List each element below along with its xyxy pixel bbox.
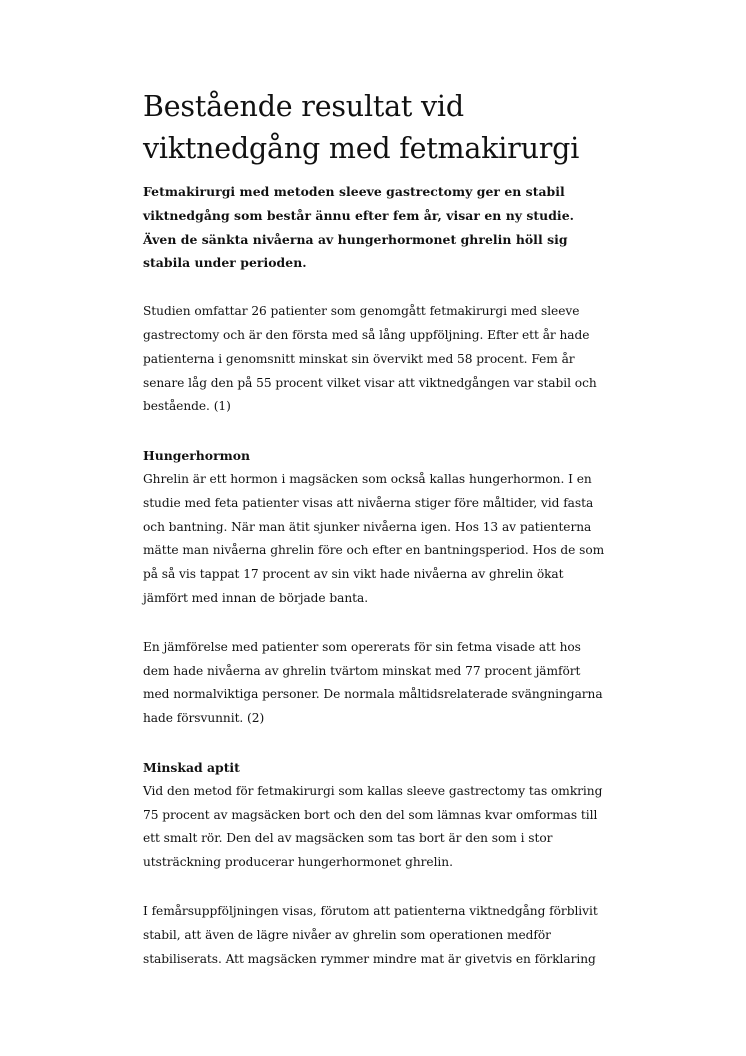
section-minskad-aptit-paragraph-1: Vid den metod för fetmakirurgi som kallas sleeve gastrectomy tas omkring 75 procent av magsäcken bort och den del som lämnas kvar omformas till ett smalt rör. Den del av magsäcken som tas bort är den som i stor utsträckning producerar hungerhormonet ghrelin. xyxy=(143,783,603,870)
article-lead: Fetmakirurgi med metoden sleeve gastrectomy ger en stabil viktnedgång som består ännu efter fem år, visar en ny studie. Även de sänkta nivåerna av hungerhormonet ghrelin höll sig stabila under perioden. xyxy=(143,184,574,271)
section-heading-minskad-aptit: Minskad aptit xyxy=(143,759,240,775)
article-title: Bestående resultat vid viktnedgång med fetmakirurgi xyxy=(143,90,580,165)
intro-paragraph: Studien omfattar 26 patienter som genomgått fetmakirurgi med sleeve gastrectomy och är den första med så lång uppföljning. Efter ett år hade patienterna i genomsnitt minskat sin övervikt med 58 procent. Fem år senare låg den på 55 procent vilket visar att viktnedgången var stabil och bestående. (1) xyxy=(143,304,597,414)
section-hungerhormon xyxy=(143,444,605,611)
section-hungerhormon-paragraph-1: Ghrelin är ett hormon i magsäcken som också kallas hungerhormon. I en studie med feta patienter visas att nivåerna stiger före måltider, vid fasta och bantning. När man ätit sjunker nivåerna igen. Hos 13 av patienterna mätte man nivåerna ghrelin före och efter en bantningsperiod. Hos de som på så vis tappat 17 procent av sin vikt hade nivåerna av ghrelin ökat jämfört med innan de började banta. xyxy=(143,471,605,605)
section-hungerhormon-continued xyxy=(143,636,605,731)
document-page xyxy=(143,86,605,971)
section-heading-hungerhormon: Hungerhormon xyxy=(143,448,250,464)
section-minskad-aptit-paragraph-2: I femårsuppföljningen visas, förutom att patienterna viktnedgång förblivit stabil, att även de lägre nivåer av ghrelin som operationen medför stabiliserats. Att magsäcken rymmer mindre mat är givetvis en förklaring xyxy=(143,903,598,966)
section-hungerhormon-paragraph-2: En jämförelse med patienter som opererats för sin fetma visade att hos dem hade nivåerna av ghrelin tvärtom minskat med 77 procent jämfört med normalviktiga personer. De normala måltidsrelaterade svängningarna hade försvunnit. (2) xyxy=(143,639,603,726)
section-minskad-aptit xyxy=(143,756,605,875)
section-minskad-aptit-continued xyxy=(143,900,605,971)
intro-section xyxy=(143,300,605,419)
